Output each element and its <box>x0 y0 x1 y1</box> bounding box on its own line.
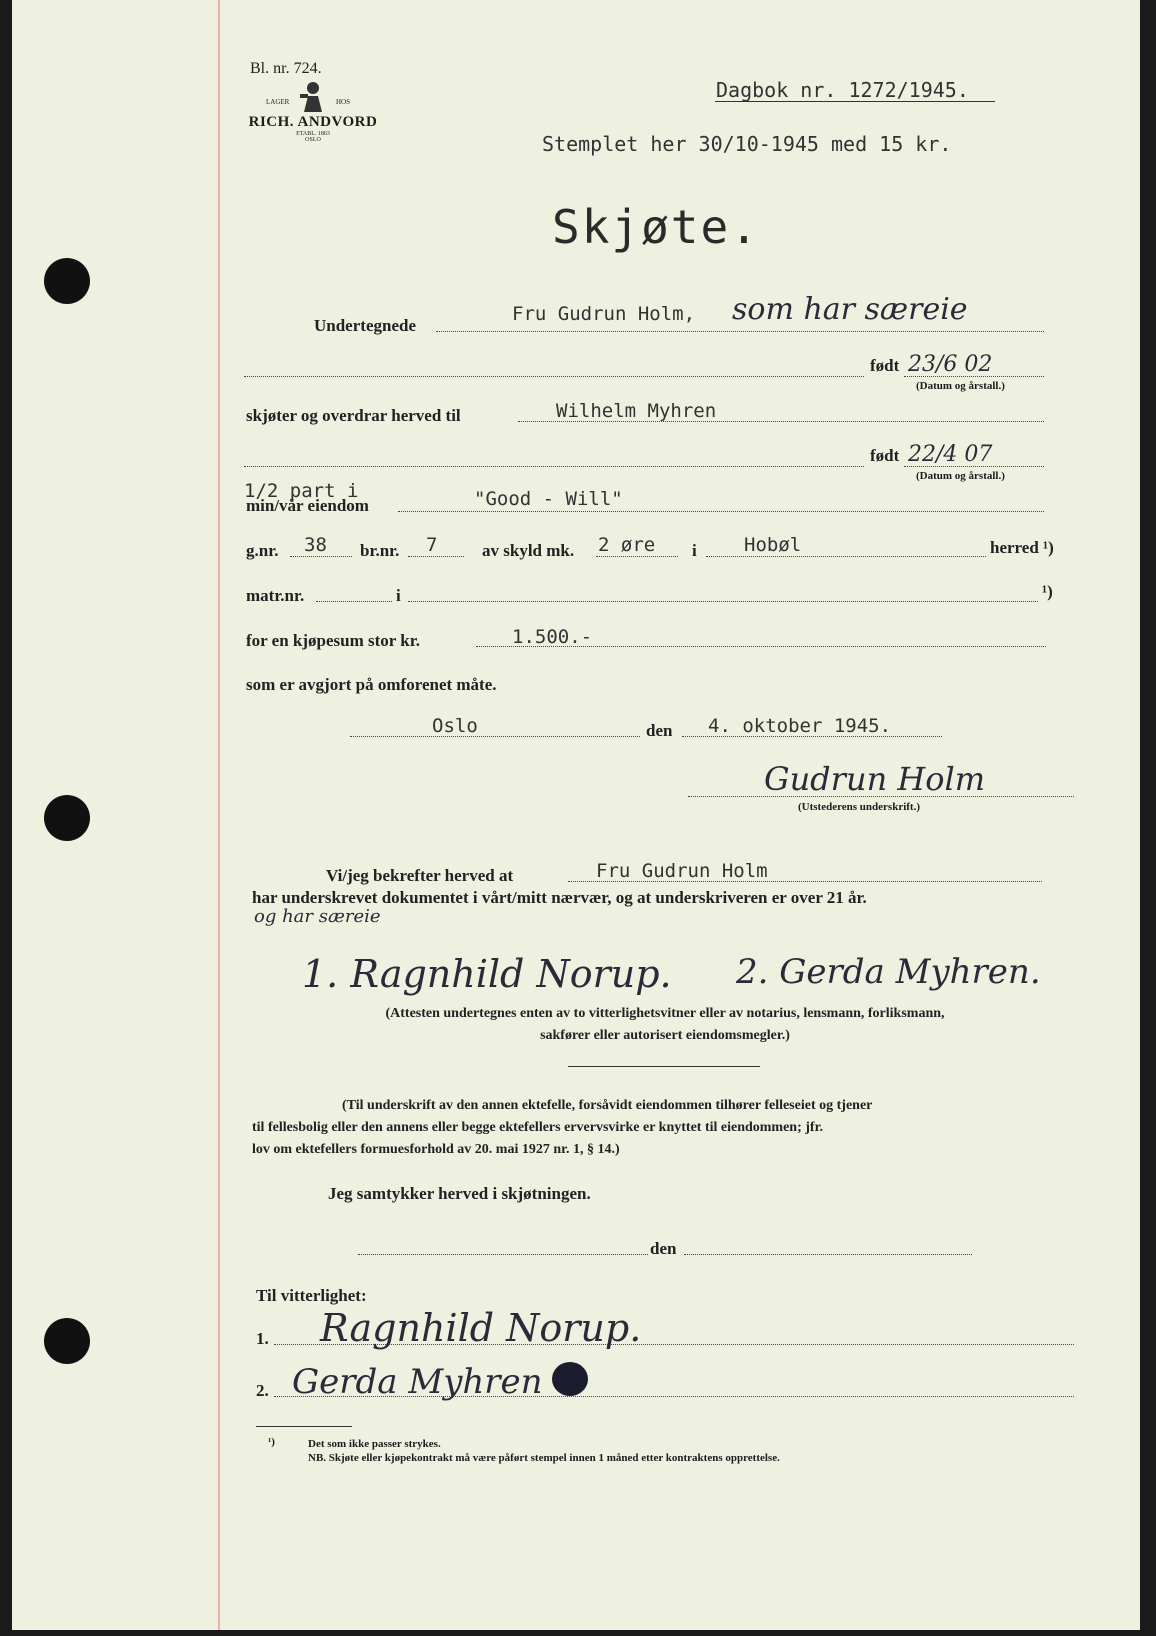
signer-value: Fru Gudrun Holm, <box>512 303 696 325</box>
property-line <box>398 511 1044 512</box>
spouse-note-1: (Til underskrift av den annen ektefelle, forsåvidt eiendommen tilhører felleseiet og tjener <box>342 1098 873 1113</box>
agreed-text: som er avgjort på omforenet måte. <box>246 675 497 694</box>
gnr-line <box>290 556 352 557</box>
spouse-den-label: den <box>650 1239 677 1258</box>
punch-hole <box>44 795 90 841</box>
i-label: i <box>692 541 697 560</box>
spouse-date-line <box>684 1254 972 1255</box>
witness-label: Til vitterlighet: <box>256 1286 367 1305</box>
brnr-label: br.nr. <box>360 541 400 560</box>
issuer-caption: (Utstederens underskrift.) <box>798 801 921 813</box>
footnote-mark: ¹) <box>268 1436 275 1448</box>
publisher-logo: LAGER HOS RICH. ANDVORD ETABL. 1863 OSLO <box>238 80 388 143</box>
share-value: 1/2 part i <box>244 480 359 502</box>
born-date-2: 22/4 07 <box>908 442 993 467</box>
place-line <box>350 736 640 737</box>
witness-number-2: 2. <box>256 1381 269 1400</box>
skyld-value: 2 øre <box>598 534 656 556</box>
attest-text-1: (Attesten undertegnes enten av to vitterlighetsvitner eller av notarius, lensmann, forliksmann, <box>385 1006 945 1021</box>
skyld-line <box>596 556 678 557</box>
issuer-signature-line <box>688 796 1074 797</box>
witness-signature-1: 1. Ragnhild Norup. <box>302 952 672 996</box>
vitterlighet-signature-1: Ragnhild Norup. <box>320 1306 642 1350</box>
footnote-divider <box>256 1426 352 1427</box>
footnote-2: NB. Skjøte eller kjøpekontrakt må være påført stempel innen 1 måned etter kontraktens opprettelse. <box>308 1452 780 1464</box>
born-date-1: 23/6 02 <box>908 352 993 377</box>
stamp-note: Stemplet her 30/10-1945 med 15 kr. <box>542 132 952 156</box>
skyld-label: av skyld mk. <box>482 541 575 560</box>
den-label: den <box>646 721 673 740</box>
signer-line <box>436 331 1044 332</box>
property-value: "Good - Will" <box>474 488 623 510</box>
date-value: 4. oktober 1945. <box>708 715 892 737</box>
matr-place-line <box>408 601 1038 602</box>
price-value: 1.500.- <box>512 626 593 648</box>
punch-hole <box>44 258 90 304</box>
spouse-note-2: til fellesbolig eller den annens eller begge ektefellers ervervsvirke er knyttet til eiendommen; jfr. <box>252 1120 824 1135</box>
signer-label: Undertegnede <box>314 316 416 335</box>
herred-label: herred ¹) <box>990 538 1054 557</box>
witness-number-1: 1. <box>256 1329 269 1348</box>
spouse-note-3: lov om ektefellers formuesforhold av 20. mai 1927 nr. 1, § 14.) <box>252 1142 620 1157</box>
witness-signature-2: 2. Gerda Myhren. <box>736 952 1041 992</box>
form-number: Bl. nr. 724. <box>250 60 322 77</box>
section-divider <box>568 1066 760 1067</box>
date-note: (Datum og årstall.) <box>916 380 1005 392</box>
matr-note: ¹) <box>1042 582 1053 601</box>
price-label: for en kjøpesum stor kr. <box>246 631 420 650</box>
issuer-signature: Gudrun Holm <box>764 760 986 798</box>
matr-line <box>316 601 392 602</box>
confirm-text: har underskrevet dokumentet i vårt/mitt nærvær, og at underskriveren er over 21 år. <box>252 888 867 907</box>
footnote-1: Det som ikke passer strykes. <box>308 1438 441 1450</box>
matr-label: matr.nr. <box>246 586 305 605</box>
ink-blot <box>552 1362 588 1396</box>
journal-underline <box>715 101 995 102</box>
punch-hole <box>44 1318 90 1364</box>
document-title: Skjøte. <box>552 200 760 254</box>
born-label: født <box>870 356 900 375</box>
journal-number: Dagbok nr. 1272/1945. <box>716 78 969 102</box>
born-label: født <box>870 446 900 465</box>
matr-i-label: i <box>396 586 401 605</box>
mascot-icon <box>296 80 330 114</box>
confirm-handwritten-note: og har særeie <box>254 906 381 927</box>
spouse-place-line <box>358 1254 648 1255</box>
confirm-value: Fru Gudrun Holm <box>596 860 768 882</box>
confirm-label: Vi/jeg bekrefter herved at <box>326 866 514 885</box>
date-note: (Datum og årstall.) <box>916 470 1005 482</box>
district-value: Hobøl <box>744 534 802 556</box>
spouse-consent: Jeg samtykker herved i skjøtningen. <box>328 1184 591 1203</box>
vitterlighet-signature-2: Gerda Myhren <box>292 1362 543 1402</box>
margin-line <box>218 0 220 1630</box>
attest-text-2: sakfører eller autorisert eiendomsmegler.) <box>540 1028 790 1043</box>
signer-handwritten-note: som har særeie <box>732 292 968 327</box>
gnr-value: 38 <box>304 534 327 556</box>
blank-line <box>244 376 864 377</box>
property-label: min/vår eiendom <box>246 496 369 515</box>
brnr-value: 7 <box>426 534 438 556</box>
brnr-line <box>408 556 464 557</box>
buyer-value: Wilhelm Myhren <box>556 400 717 422</box>
gnr-label: g.nr. <box>246 541 279 560</box>
district-line <box>706 556 986 557</box>
deed-document-page <box>12 0 1140 1630</box>
transfer-label: skjøter og overdrar herved til <box>246 406 461 425</box>
blank-line <box>244 466 864 467</box>
place-value: Oslo <box>432 715 478 737</box>
